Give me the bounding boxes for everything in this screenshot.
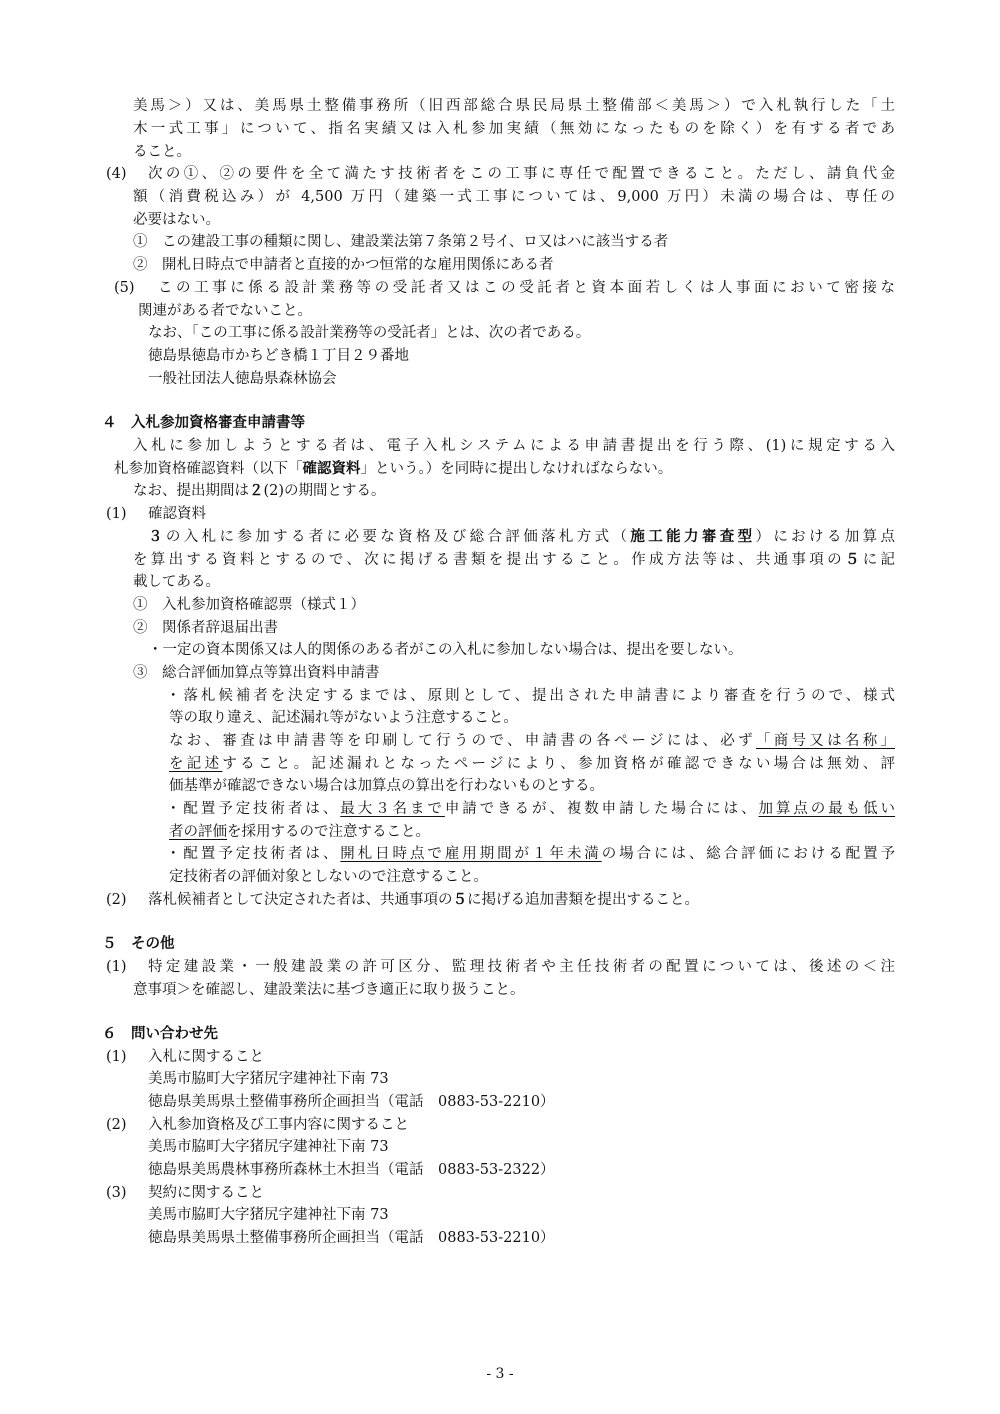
section-4-submission-period: なお、提出期間は２(2)の期間とする。 <box>133 483 386 499</box>
contact-3-office: 徳島県美馬県土整備事務所企画担当（電話 0883-53-2210） <box>148 1230 555 1246</box>
document-2-bullet: ・一定の資本関係又は人的関係のある者がこの入札に参加しない場合は、提出を要しない。 <box>148 642 743 658</box>
section-5-item-1-line-2: 意事項＞を確認し、建設業法に基づき適正に取り扱うこと。 <box>133 982 525 998</box>
continued-paragraph-line-1: 美馬＞）又は、美馬県土整備事務所（旧西部総合県民局県土整備部＜美馬＞）で入札執行した「土 <box>133 98 895 114</box>
document-3-bullet-1-line-2: 等の取り違え、記述漏れ等がないよう注意すること。 <box>169 710 518 726</box>
item-4-line-2: 額（消費税込み）が 4,500 万円（建築一式工事については、9,000 万円）未満の場合は、専任の <box>133 189 895 205</box>
section-5-heading: ５ その他 <box>102 936 175 952</box>
document-3-bullet-2-line-2: 者の評価を採用するので注意すること。 <box>169 824 430 840</box>
contact-1-number: (1) <box>106 1049 127 1065</box>
contact-1-office: 徳島県美馬県土整備事務所企画担当（電話 0883-53-2210） <box>148 1094 555 1110</box>
document-3-bullet-1-line-3: なお、審査は申請書等を印刷して行うので、申請書の各ページには、必ず「商号又は名称」 <box>169 733 896 749</box>
section-5-item-1-number: (1) <box>106 959 127 975</box>
section-4-paragraph-line-2: 札参加資格確認資料（以下「確認資料」という。）を同時に提出しなければならない。 <box>114 461 673 477</box>
continued-paragraph-line-2: 木一式工事」について、指名実績又は入札参加実績（無効になったものを除く）を有する者であ <box>133 121 895 137</box>
document-3: ③ 総合評価加算点等算出資料申請書 <box>133 665 380 681</box>
construction-capability-review-type: 施工能力審査型 <box>630 529 756 545</box>
contact-2-title: 入札参加資格及び工事内容に関すること <box>148 1117 409 1133</box>
document-3-bullet-1-line-1: ・落札候補者を決定するまでは、原則として、提出された申請書により審査を行うので、様式 <box>166 688 895 704</box>
document-3-bullet-3-line-1: ・配置予定技術者は、開札日時点で雇用期間が１年未満の場合には、総合評価における配置予 <box>166 846 896 862</box>
page-number: - 3 - <box>486 1366 514 1382</box>
section-4-item-1-line-3: 載してある。 <box>133 574 220 590</box>
section-4-item-1-line-1: ３の入札に参加する者に必要な資格及び総合評価落札方式（施工能力審査型）における加算点 <box>148 529 896 545</box>
item-5-line-1: この工事に係る設計業務等の受託者又はこの受託者と資本面若しくは人事面において密接な <box>158 280 895 296</box>
section-4-item-1-number: (1) <box>106 506 127 522</box>
document-3-bullet-2-line-1: ・配置予定技術者は、最大３名まで申請できるが、複数申請した場合には、加算点の最も低い <box>166 801 896 817</box>
contact-2-address: 美馬市脇町大字猪尻字建神社下南 73 <box>148 1139 389 1155</box>
item-4-requirement-2: ② 開札日時点で申請者と直接的かつ恒常的な雇用関係にある者 <box>133 257 554 273</box>
continued-paragraph-line-3: ること。 <box>133 144 191 160</box>
contact-3-title: 契約に関すること <box>148 1185 264 1201</box>
contact-3-address: 美馬市脇町大字猪尻字建神社下南 73 <box>148 1207 389 1223</box>
confirmation-materials-term: 確認資料 <box>302 461 361 477</box>
contact-1-title: 入札に関すること <box>148 1049 264 1065</box>
item-5-organization: 一般社団法人徳島県森林協会 <box>148 371 337 387</box>
section-4-item-2-number: (2) <box>106 892 127 908</box>
section-4-item-2-text: 落札候補者として決定された者は、共通事項の５に掲げる追加書類を提出すること。 <box>148 892 699 908</box>
item-5-address: 徳島県徳島市かちどき橋１丁目２９番地 <box>148 348 409 364</box>
document-3-bullet-1-line-4: を記述すること。記述漏れとなったページにより、参加資格が確認できない場合は無効、評 <box>169 756 895 772</box>
contact-2-office: 徳島県美馬農林事務所森林土木担当（電話 0883-53-2322） <box>148 1162 555 1178</box>
item-4-line-3: 必要はない。 <box>133 212 220 228</box>
item-5-note: なお、「この工事に係る設計業務等の受託者」とは、次の者である。 <box>148 325 591 341</box>
contact-2-number: (2) <box>106 1117 127 1133</box>
document-3-bullet-1-line-5: 価基準が確認できない場合は加算点の算出を行わないものとする。 <box>169 778 604 794</box>
section-4-paragraph-line-1: 入札に参加しようとする者は、電子入札システムによる申請書提出を行う際、(1)に規定する入 <box>133 438 895 454</box>
item-5-line-2: 関連がある者でないこと。 <box>138 303 312 319</box>
item-4-line-1: 次の①、②の要件を全て満たす技術者をこの工事に専任で配置できること。ただし、請負代金 <box>148 166 895 182</box>
section-4-heading: ４ 入札参加資格審査申請書等 <box>102 415 305 431</box>
contact-1-address: 美馬市脇町大字猪尻字建神社下南 73 <box>148 1071 389 1087</box>
section-6-heading: ６ 問い合わせ先 <box>102 1026 218 1042</box>
section-5-item-1-line-1: 特定建設業・一般建設業の許可区分、監理技術者や主任技術者の配置については、後述の＜注 <box>148 959 895 975</box>
document-2: ② 関係者辞退届出書 <box>133 620 278 636</box>
document-3-bullet-3-line-2: 定技術者の評価対象としないので注意すること。 <box>169 869 488 885</box>
item-4-requirement-1: ① この建設工事の種類に関し、建設業法第７条第２号イ、ロ又はハに該当する者 <box>133 234 669 250</box>
section-4-item-1-title: 確認資料 <box>148 506 206 522</box>
document-1: ① 入札参加資格確認票（様式１） <box>133 597 365 613</box>
contact-3-number: (3) <box>106 1185 127 1201</box>
item-4-number: (4) <box>106 166 127 182</box>
item-5-number: (5) <box>114 280 135 296</box>
section-4-item-1-line-2: を算出する資料とするので、次に掲げる書類を提出すること。作成方法等は、共通事項の５に記 <box>133 552 896 568</box>
